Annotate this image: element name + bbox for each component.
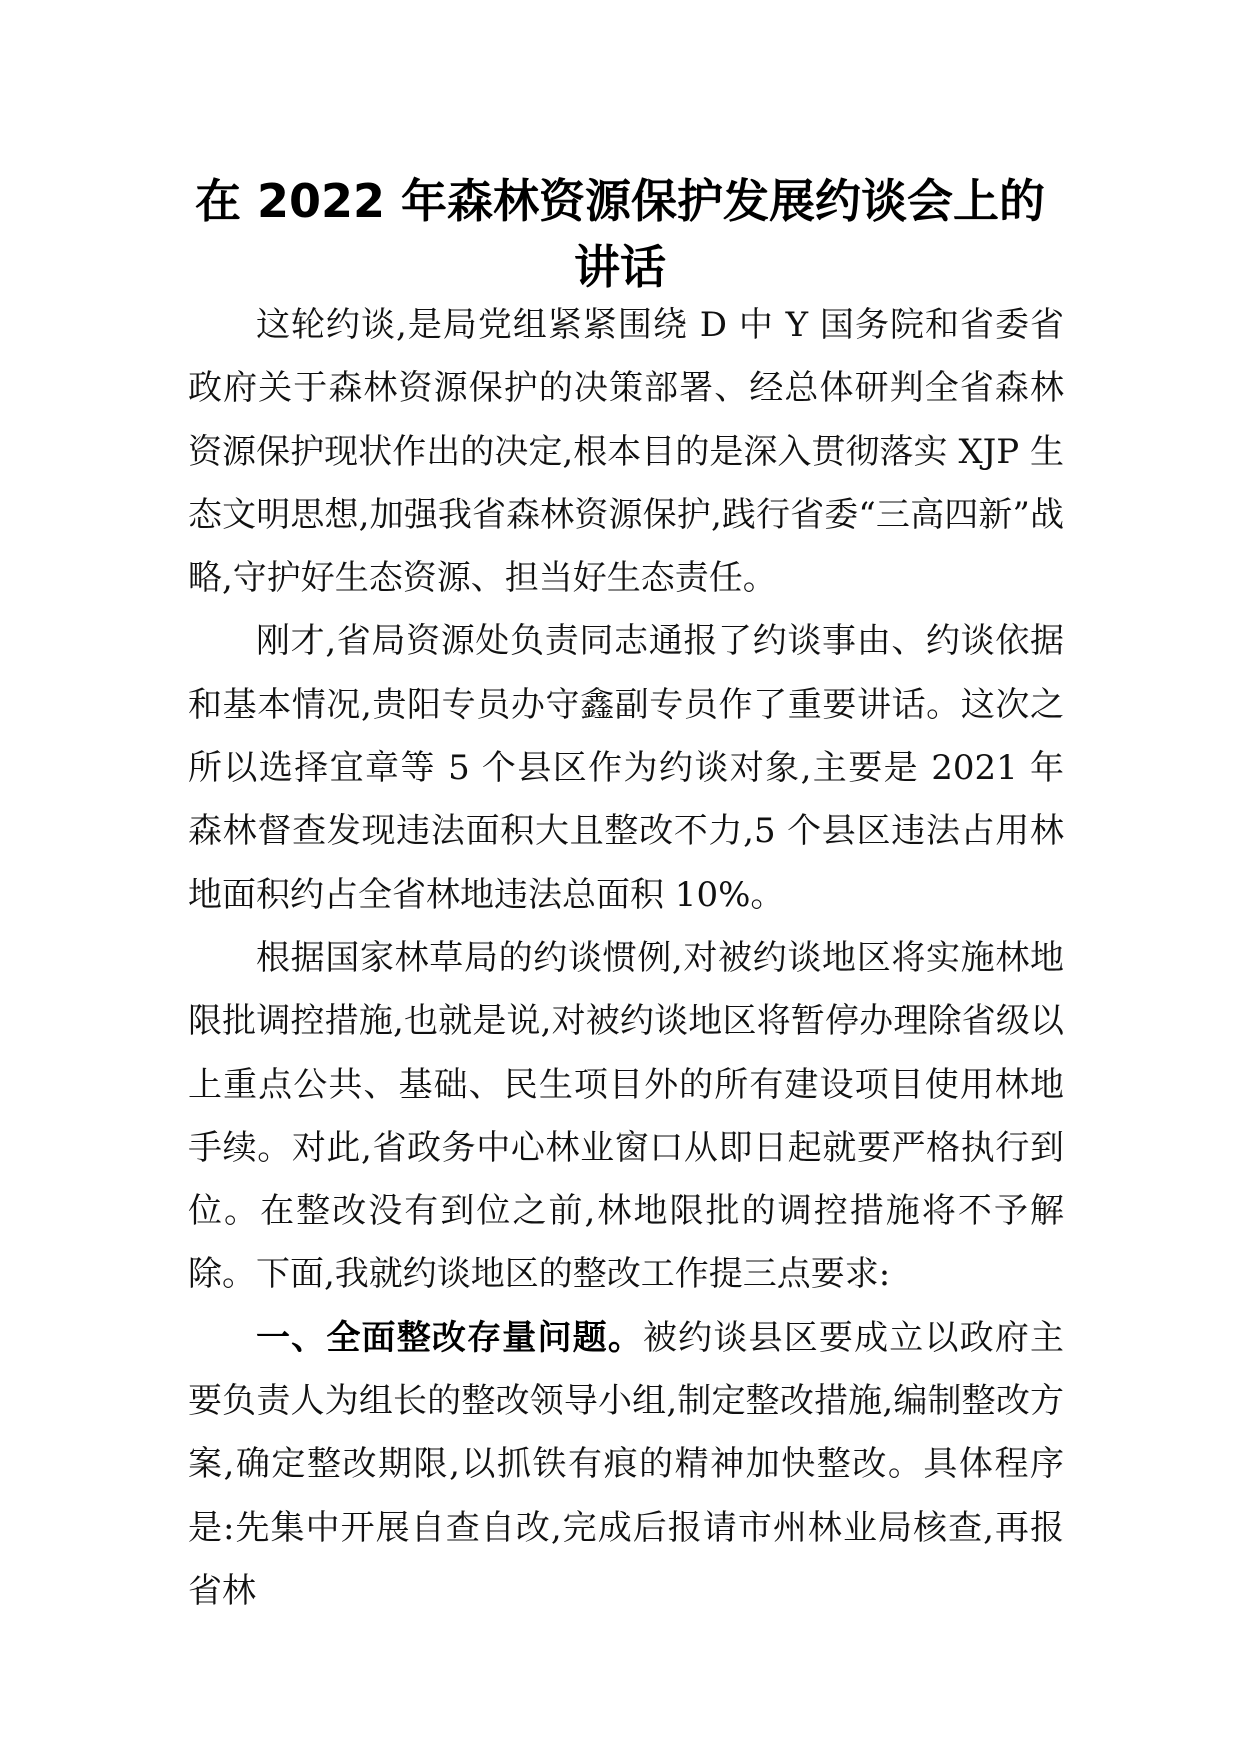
paragraph-text: 被约谈县区要成立以政府主要负责人为组长的整改领导小组,制定整改措施,编制整改方案,确定整改期限,以抓铁有痕的精神加快整改。具体程序是:先集中开展自查自改,完成后报请市州林业局核查,再报省林 xyxy=(188,1317,1064,1611)
document-title: 在 2022 年森林资源保护发展约谈会上的讲话 xyxy=(194,174,1046,294)
paragraph-text: 根据国家林草局的约谈惯例,对被约谈地区将实施林地限批调控措施,也就是说,对被约谈地区将暂停办理除省级以上重点公共、基础、民生项目外的所有建设项目使用林地手续。对此,省政务中心林业窗口从即日起就要严格执行到位。在整改没有到位之前,林地限批的调控措施将不予解除。下面,我就约谈地区的整改工作提三点要求: xyxy=(188,937,1064,1295)
paragraph-1 xyxy=(188,294,1064,610)
paragraph-text: 刚才,省局资源处负责同志通报了约谈事由、约谈依据和基本情况,贵阳专员办守鑫副专员作了重要讲话。这次之所以选择宜章等 5 个县区作为约谈对象,主要是 2021 年森林督查发现违法面积大且整改不力,5 个县区违法占用林地面积约占全省林地违法总面积 10%。 xyxy=(188,621,1064,915)
section-heading-1: 一、全面整改存量问题。 xyxy=(256,1317,643,1358)
paragraph-2 xyxy=(188,610,1064,926)
paragraph-3 xyxy=(188,927,1064,1307)
document-body xyxy=(188,294,1064,1623)
paragraph-4 xyxy=(188,1307,1064,1623)
paragraph-text: 这轮约谈,是局党组紧紧围绕 D 中 Y 国务院和省委省政府关于森林资源保护的决策部署、经总体研判全省森林资源保护现状作出的决定,根本目的是深入贯彻落实 XJP 生态文明思想,加强我省森林资源保护,践行省委“三高四新”战略,守护好生态资源、担当好生态责任。 xyxy=(188,305,1064,599)
